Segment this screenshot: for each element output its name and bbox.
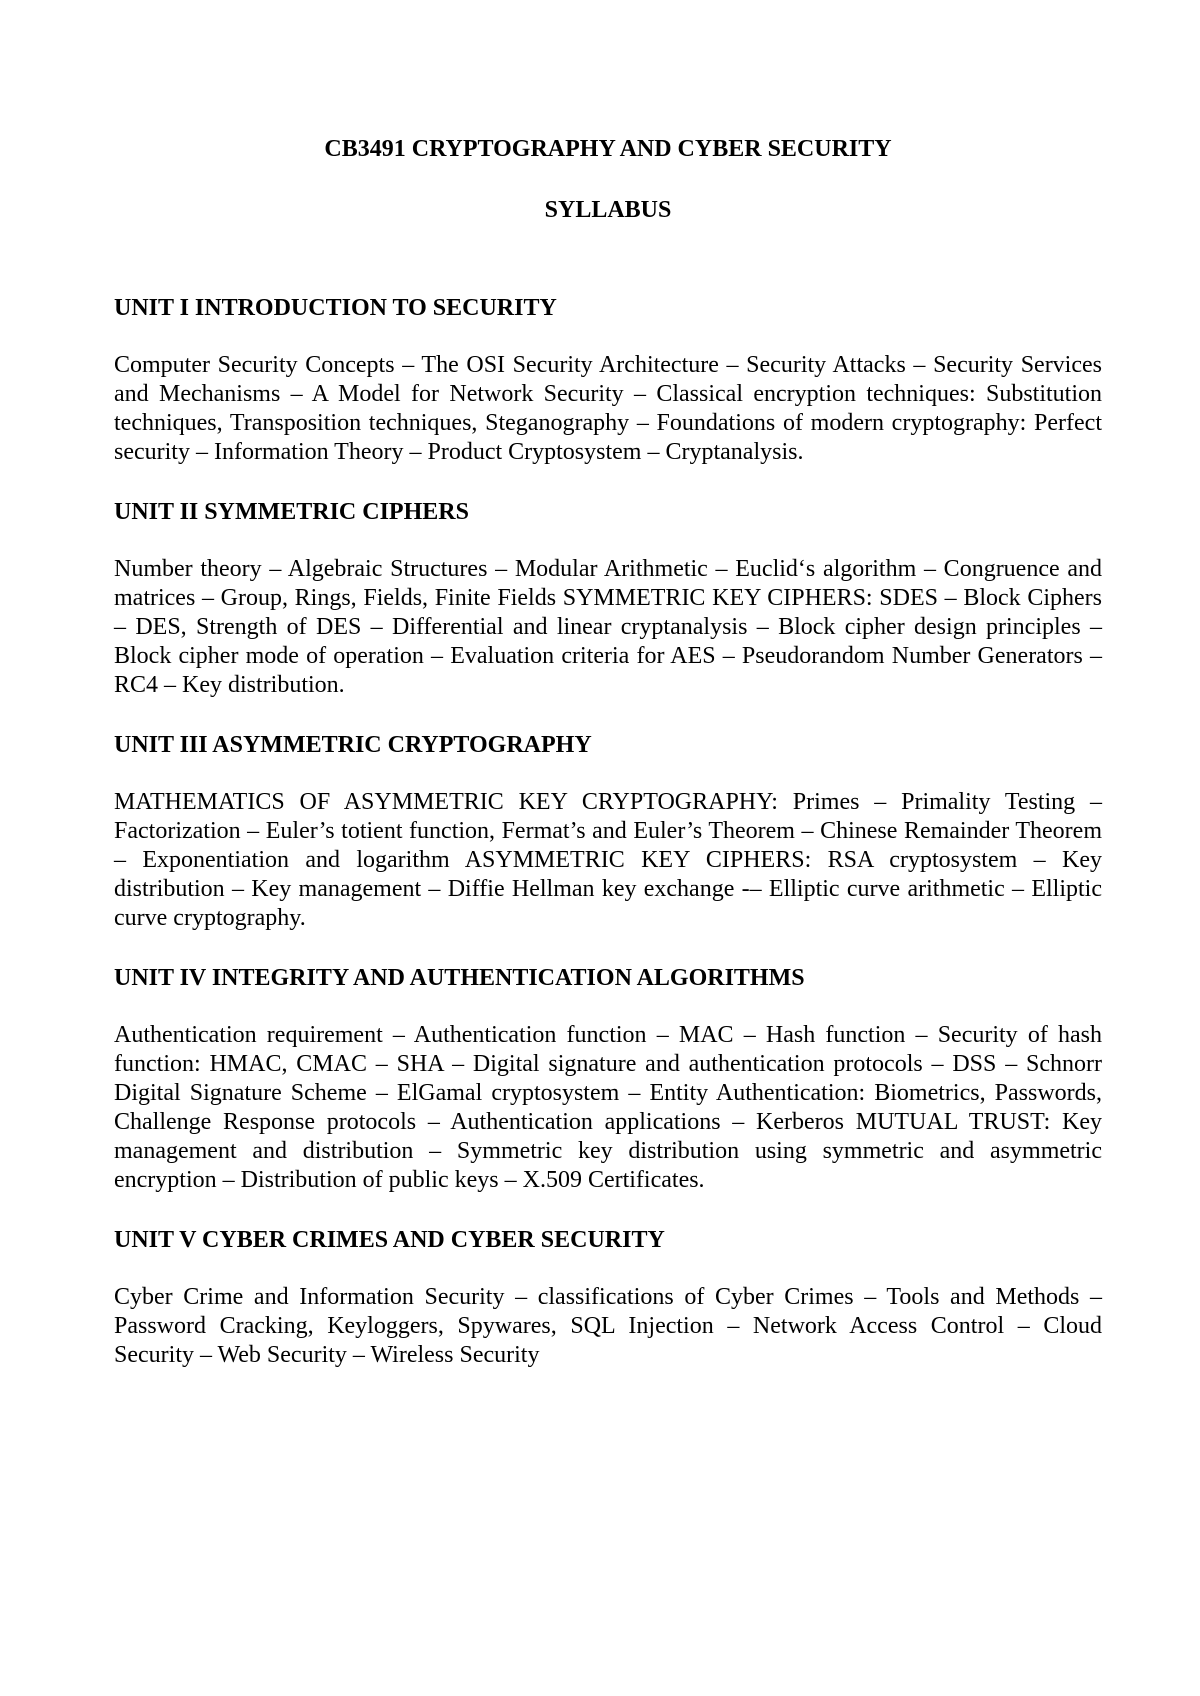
unit-description: Authentication requirement – Authentication function – MAC – Hash function – Security of hash function: HMAC, CMAC – SHA – Digital signature and authentication protocols – DSS – Schnorr Digital Signature Scheme – ElGamal cryptosystem – Entity Authentication: Biometrics, Passwords, Challenge Response protocols – Authentication applications – Kerberos MUTUAL TRUST: Key management and distribution – Symmetric key distribution using symmetric and asymmetric encryption – Distribution of public keys – X.509 Certificates. bbox=[114, 1022, 1102, 1193]
unit-description: Computer Security Concepts – The OSI Security Architecture – Security Attacks – Security Services and Mechanisms – A Model for Network Security – Classical encryption techniques: Substitution techniques, Transposition techniques, Steganography – Foundations of modern cryptography: Perfect security – Information Theory – Product Cryptosystem – Cryptanalysis. bbox=[114, 352, 1102, 465]
document-subtitle: SYLLABUS bbox=[544, 197, 672, 223]
unit-description: Cyber Crime and Information Security – classifications of Cyber Crimes – Tools and Methods – Password Cracking, Keyloggers, Spywares, SQL Injection – Network Access Control – Cloud Security – Web Security – Wireless Security bbox=[114, 1284, 1102, 1368]
unit-2-section bbox=[114, 497, 1102, 700]
unit-description: Number theory – Algebraic Structures – Modular Arithmetic – Euclid‘s algorithm – Congruence and matrices – Group, Rings, Fields, Finite Fields SYMMETRIC KEY CIPHERS: SDES – Block Ciphers – DES, Strength of DES – Differential and linear cryptanalysis – Block cipher design principles – Block cipher mode of operation – Evaluation criteria for AES – Pseudorandom Number Generators – RC4 – Key distribution. bbox=[114, 556, 1102, 698]
unit-heading: UNIT V CYBER CRIMES AND CYBER SECURITY bbox=[114, 1227, 665, 1253]
unit-heading: UNIT I INTRODUCTION TO SECURITY bbox=[114, 295, 557, 321]
syllabus-page bbox=[114, 128, 1102, 1370]
unit-5-section bbox=[114, 1225, 1102, 1370]
unit-heading: UNIT II SYMMETRIC CIPHERS bbox=[114, 499, 469, 525]
unit-heading: UNIT IV INTEGRITY AND AUTHENTICATION ALGORITHMS bbox=[114, 965, 805, 991]
unit-4-section bbox=[114, 963, 1102, 1195]
unit-1-section bbox=[114, 293, 1102, 467]
document-title: CB3491 CRYPTOGRAPHY AND CYBER SECURITY bbox=[324, 136, 892, 162]
unit-description: MATHEMATICS OF ASYMMETRIC KEY CRYPTOGRAPHY: Primes – Primality Testing – Factorization – Euler’s totient function, Fermat’s and Euler’s Theorem – Chinese Remainder Theorem – Exponentiation and logarithm ASYMMETRIC KEY CIPHERS: RSA cryptosystem – Key distribution – Key management – Diffie Hellman key exchange -– Elliptic curve arithmetic – Elliptic curve cryptography. bbox=[114, 789, 1102, 931]
unit-heading: UNIT III ASYMMETRIC CRYPTOGRAPHY bbox=[114, 732, 592, 758]
unit-3-section bbox=[114, 730, 1102, 933]
